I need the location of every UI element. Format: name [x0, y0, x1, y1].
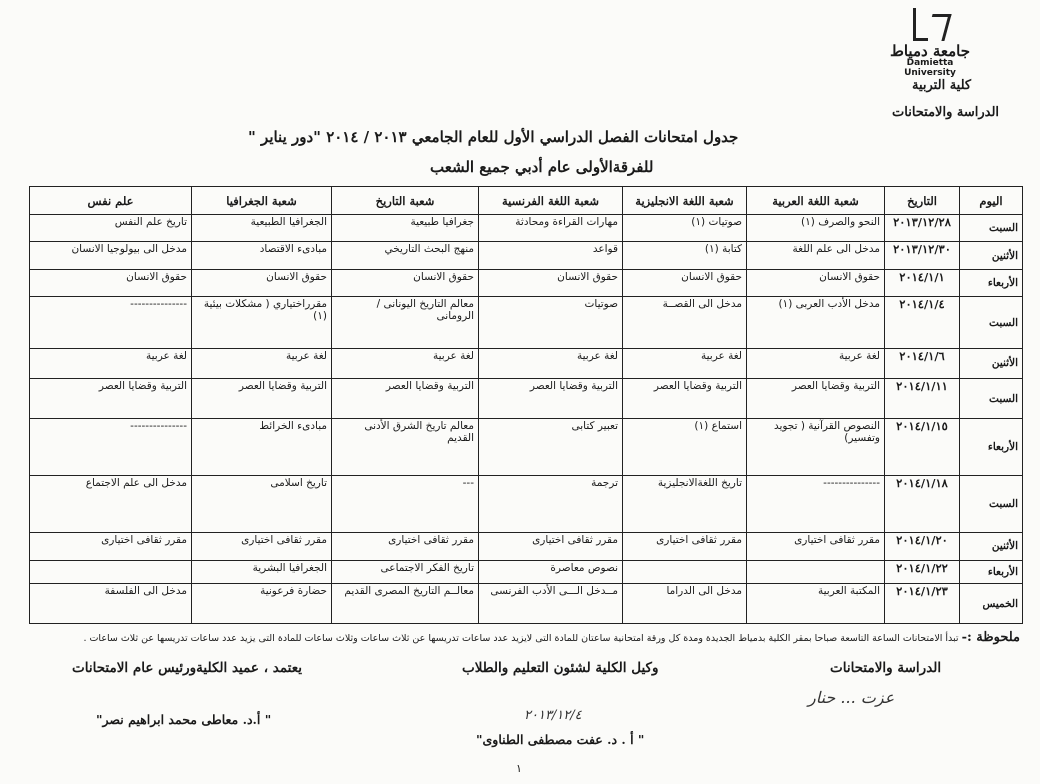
subject-cell: ترجمة [479, 475, 623, 532]
subject-cell: حضارة فرعونية [192, 584, 332, 624]
signature-date: ٢٠١٣/١٢/٤ [524, 708, 582, 723]
subject-cell: --------------- [747, 475, 885, 532]
date-cell: ٢٠١٤/١/٤ [885, 297, 960, 349]
subject-cell: لغة عربية [332, 349, 479, 379]
subject-cell: حقوق الانسان [747, 269, 885, 296]
subject-cell: جغرافيا طبيعية [332, 215, 479, 242]
date-cell: ٢٠١٤/١/٢٣ [885, 584, 960, 624]
subject-cell: لغة عربية [479, 349, 623, 379]
subject-cell: مدخل الى الدراما [623, 584, 747, 624]
subject-cell: تاريخ اللغةالانجليزية [623, 475, 747, 532]
subject-cell: تاريخ اسلامى [192, 475, 332, 532]
subject-cell: مقرر ثقافى اختيارى [623, 532, 747, 561]
subject-cell: معالم التاريخ اليونانى / الرومانى [332, 297, 479, 349]
subject-cell: مدخل الأدب العربى (١) [747, 297, 885, 349]
date-cell: ٢٠١٤/١/١٥ [885, 419, 960, 475]
table-header-row [30, 187, 1023, 215]
subject-cell: نصوص معاصرة [479, 561, 623, 584]
subject-cell: مهارات القراءة ومحادثة [479, 215, 623, 242]
subject-cell: التربية وقضايا العصر [192, 378, 332, 419]
column-header: التاريخ [885, 187, 960, 215]
subject-cell: مقرراختياري ( مشكلات بيئية (١) [192, 297, 332, 349]
subject-cell: التربية وقضايا العصر [623, 378, 747, 419]
subject-cell: منهج البحث التاريخي [332, 242, 479, 269]
university-logo-icon [907, 8, 953, 42]
subject-cell: لغة عربية [30, 349, 192, 379]
subject-cell: لغة عربية [192, 349, 332, 379]
subject-cell [30, 561, 192, 584]
day-cell: الأربعاء [960, 419, 1023, 475]
table-row [30, 349, 1023, 379]
day-cell: الأربعاء [960, 561, 1023, 584]
subject-cell: --------------- [30, 297, 192, 349]
signature-title-exams: الدراسة والامتحانات [830, 660, 942, 676]
date-cell: ٢٠١٤/١/٢٠ [885, 532, 960, 561]
day-cell: السبت [960, 215, 1023, 242]
day-cell: الأربعاء [960, 269, 1023, 296]
date-cell: ٢٠١٤/١/١١ [885, 378, 960, 419]
date-cell: ٢٠١٣/١٢/٣٠ [885, 242, 960, 269]
subject-cell: كتابة (١) [623, 242, 747, 269]
subject-cell: مقرر ثقافى اختيارى [30, 532, 192, 561]
table-row [30, 242, 1023, 269]
subject-cell: تعبير كتابى [479, 419, 623, 475]
subject-cell: مدخل الى علم اللغة [747, 242, 885, 269]
subject-cell: --- [332, 475, 479, 532]
subject-cell: --------------- [30, 419, 192, 475]
day-cell: الأثنين [960, 349, 1023, 379]
signature-title-dean: يعتمد ، عميد الكليةورئيس عام الامتحانات [72, 660, 302, 676]
column-header: شعبة الجغرافيا [192, 187, 332, 215]
column-header: شعبة التاريخ [332, 187, 479, 215]
date-cell: ٢٠١٤/١/٢٢ [885, 561, 960, 584]
subject-cell: مقرر ثقافى اختيارى [479, 532, 623, 561]
day-cell: السبت [960, 378, 1023, 419]
subject-cell: المكتبة العربية [747, 584, 885, 624]
table-row [30, 532, 1023, 561]
subject-cell: معالــم التاريخ المصرى القديم [332, 584, 479, 624]
subject-cell: الجغرافيا الطبيعية [192, 215, 332, 242]
date-cell: ٢٠١٤/١/١ [885, 269, 960, 296]
signature-name-dean: " أ.د. معاطى محمد ابراهيم نصر" [96, 712, 272, 727]
table-row [30, 378, 1023, 419]
subject-cell: النحو والصرف (١) [747, 215, 885, 242]
note-label: ملحوظة :- [961, 630, 1020, 645]
note [20, 630, 1020, 645]
subject-cell: مقرر ثقافى اختيارى [192, 532, 332, 561]
subject-cell: حقوق الانسان [192, 269, 332, 296]
note-text: تبدأ الامتحانات الساعة التاسعة صباحا بمقر الكلية بدمياط الجديدة ومدة كل ورقة امتحانية ساعتان للمادة التى لايزيد عدد ساعات تدريسها عن ثلاث ساعات وثلاث ساعات للمادة التى يزيد عدد ساعات تدريسها عن ثلاث ساعات . [83, 633, 959, 644]
column-header: علم نفس [30, 187, 192, 215]
subject-cell: حقوق الانسان [479, 269, 623, 296]
subject-cell: مدخل الى بيولوجيا الانسان [30, 242, 192, 269]
table-row [30, 475, 1023, 532]
column-header: اليوم [960, 187, 1023, 215]
subject-cell: مقرر ثقافى اختيارى [747, 532, 885, 561]
subject-cell: النصوص القرآنية ( تجويد وتفسير) [747, 419, 885, 475]
signature-title-vice-dean: وكيل الكلية لشئون التعليم والطلاب [462, 660, 659, 676]
subject-cell: استماع (١) [623, 419, 747, 475]
table-row [30, 269, 1023, 296]
faculty-name: كلية التربية [912, 78, 972, 93]
exam-schedule-table [29, 186, 1023, 624]
subject-cell: صوتيات [479, 297, 623, 349]
logo-english-text: Damietta University [904, 58, 956, 78]
logo-arabic-text: جامعة دمياط [889, 42, 971, 60]
subject-cell: مدخل الى القصــة [623, 297, 747, 349]
subject-cell: مقرر ثقافى اختيارى [332, 532, 479, 561]
university-logo [880, 8, 980, 78]
signature-name-vice-dean: " أ . د. عفت مصطفى الطناوى" [476, 732, 645, 747]
table-row [30, 419, 1023, 475]
table-row [30, 215, 1023, 242]
day-cell: الأثنين [960, 242, 1023, 269]
subject-cell: التربية وقضايا العصر [747, 378, 885, 419]
date-cell: ٢٠١٤/١/٦ [885, 349, 960, 379]
subject-cell: مبادىء الخرائط [192, 419, 332, 475]
page-title: جدول امتحانات الفصل الدراسي الأول للعام الجامعي ٢٠١٣ / ٢٠١٤ "دور يناير " [248, 128, 739, 146]
subject-cell: حقوق الانسان [623, 269, 747, 296]
subject-cell: مــدخل الـــى الأدب الفرنسى [479, 584, 623, 624]
day-cell: السبت [960, 475, 1023, 532]
subject-cell [623, 561, 747, 584]
subject-cell: التربية وقضايا العصر [479, 378, 623, 419]
column-header: شعبة اللغة العربية [747, 187, 885, 215]
subject-cell: قواعد [479, 242, 623, 269]
date-cell: ٢٠١٤/١/١٨ [885, 475, 960, 532]
subject-cell: معالم تاريخ الشرق الأدنى القديم [332, 419, 479, 475]
subject-cell: الجغرافيا البشرية [192, 561, 332, 584]
page-subtitle: للفرقةالأولى عام أدبي جميع الشعب [430, 158, 654, 176]
subject-cell [747, 561, 885, 584]
subject-cell: تاريخ الفكر الاجتماعى [332, 561, 479, 584]
subject-cell: مدخل الى علم الاجتماع [30, 475, 192, 532]
subject-cell: لغة عربية [623, 349, 747, 379]
day-cell: السبت [960, 297, 1023, 349]
subject-cell: مبادىء الاقتصاد [192, 242, 332, 269]
subject-cell: حقوق الانسان [30, 269, 192, 296]
table-row [30, 584, 1023, 624]
column-header: شعبة اللغة الانجليزية [623, 187, 747, 215]
subject-cell: مدخل الى الفلسفة [30, 584, 192, 624]
subject-cell: التربية وقضايا العصر [332, 378, 479, 419]
day-cell: الأثنين [960, 532, 1023, 561]
subject-cell: صوتيات (١) [623, 215, 747, 242]
subject-cell: حقوق الانسان [332, 269, 479, 296]
date-cell: ٢٠١٣/١٢/٢٨ [885, 215, 960, 242]
column-header: شعبة اللغة الفرنسية [479, 187, 623, 215]
signature-handwritten: عزت ... حنار [808, 688, 895, 707]
subject-cell: تاريخ علم النفس [30, 215, 192, 242]
subject-cell: التربية وقضايا العصر [30, 378, 192, 419]
page-number: ١ [516, 762, 522, 775]
table-row [30, 561, 1023, 584]
table-row [30, 297, 1023, 349]
department-name: الدراسة والامتحانات [892, 105, 1000, 120]
day-cell: الخميس [960, 584, 1023, 624]
subject-cell: لغة عربية [747, 349, 885, 379]
